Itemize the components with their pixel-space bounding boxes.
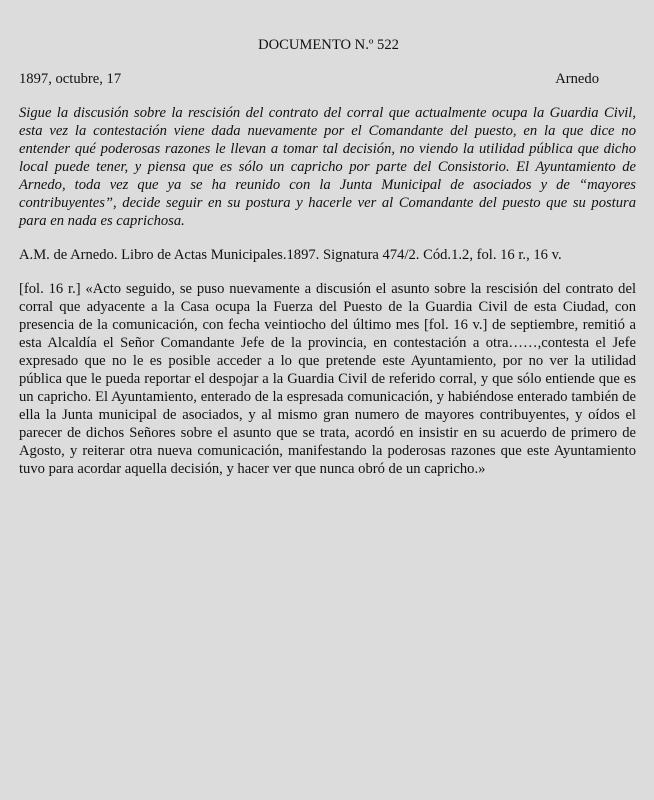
document-date: 1897, octubre, 17 [19,71,122,87]
document-meta [19,70,636,88]
document-summary: Sigue la discusión sobre la rescisión del contrato del corral que actualmente ocupa la Guardia Civil, esta vez la contestación viene dada nuevamente por el Comandante del puesto, en la que dice no entender qué poderosas razones le llevan a tomar tal decisión, no viendo la utilidad pública que dicho local puede tener, y piensa que es sólo un capricho por parte del Consistorio. El Ayuntamiento de Arnedo, toda vez que ya se ha reunido con la Junta Municipal de asociados y de “mayores contribuyentes”, decide seguir en su postura y hacerle ver al Comandante del puesto que su postura para en nada es caprichosa. [19,105,636,229]
document-source: A.M. de Arnedo. Libro de Actas Municipales.1897. Signatura 474/2. Cód.1.2, fol. 16 r., 16 v. [19,247,562,263]
document-body: [fol. 16 r.] «Acto seguido, se puso nuevamente a discusión el asunto sobre la rescisión del contrato del corral que adyacente a la Casa ocupa la Fuerza del Puesto de la Guardia Civil de esta Ciudad, con presencia de la comunicación, con fecha veintiocho del último mes [fol. 16 v.] de septiembre, remitió a esta Alcaldía el Señor Comandante Jefe de la provincia, en contestación a otra……,contesta el Jefe expresado que no le es posible acceder a lo que pretende este Ayuntamiento, por no ver la utilidad pública que le pueda reportar el despojar a la Guardia Civil de referido corral, y que sólo entiende que es un capricho. El Ayuntamiento, enterado de la espresada comunicación, y habiéndose enterado también de ella la Junta municipal de asociados, y al mismo gran numero de mayores contribuyentes, y oídos el parecer de dichos Señores sobre el asunto que se trata, acordó en insistir en su acuerdo de primero de Agosto, y reiterar otra nueva comunicación, manifestando la poderosas razones que este Ayuntamiento tuvo para acordar aquella decisión, y hacer ver que nunca obró de un capricho.» [19,281,636,477]
document-place: Arnedo [555,71,599,87]
document-title: DOCUMENTO N.º 522 [258,37,399,53]
